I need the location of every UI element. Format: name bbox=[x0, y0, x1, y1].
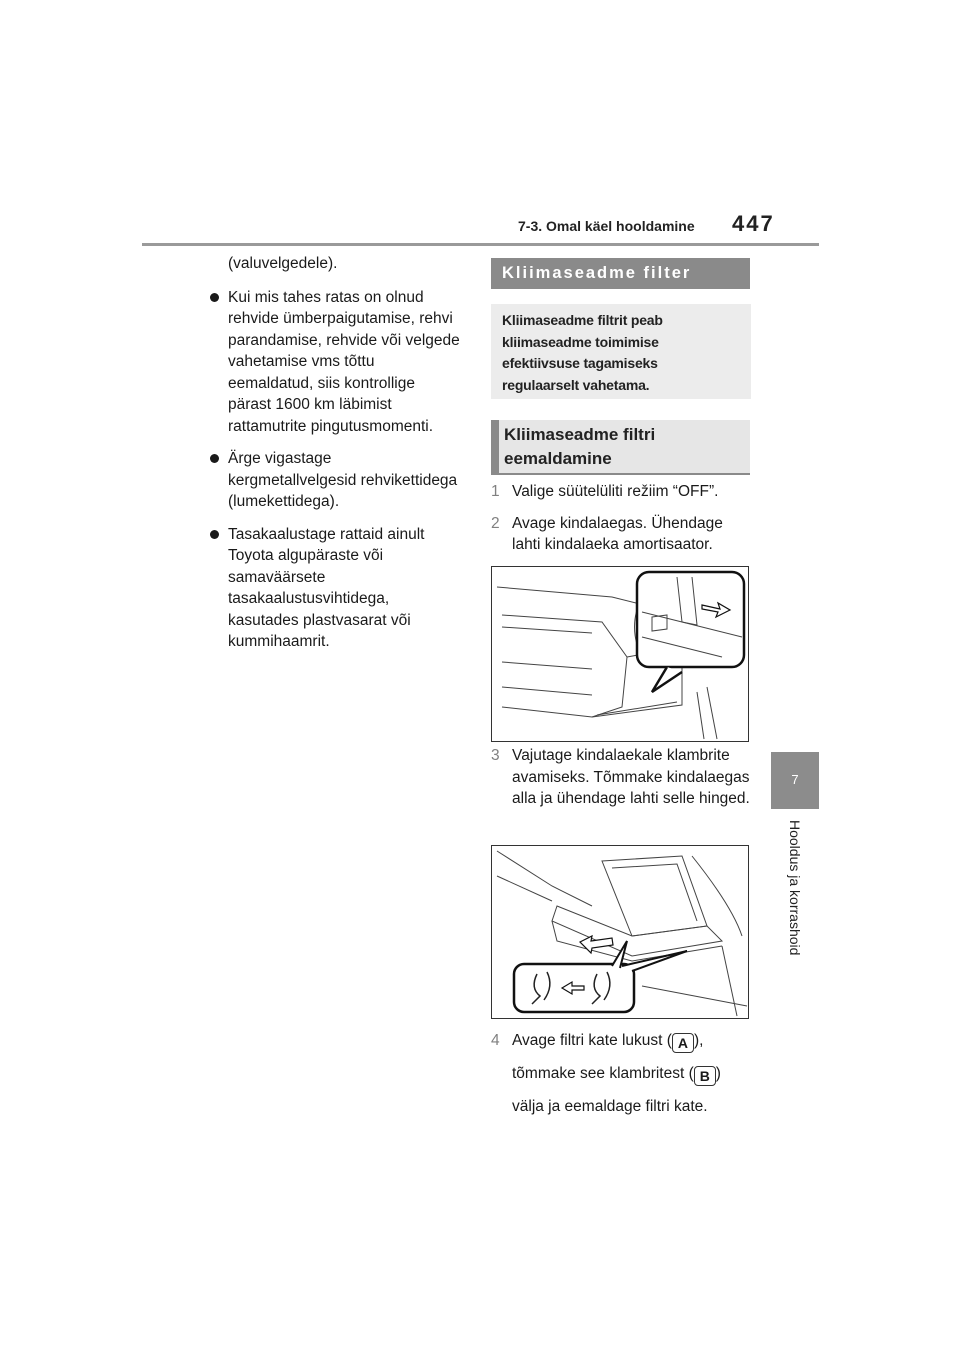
callout-b: B bbox=[694, 1066, 716, 1086]
section-title: Kliimaseadme filter bbox=[502, 264, 692, 282]
steps-group bbox=[491, 1024, 753, 1133]
step-item bbox=[491, 481, 753, 503]
step-text: Avage filtri kate lukust ( bbox=[512, 1032, 672, 1049]
bullet-dot-icon bbox=[210, 454, 219, 463]
page-number: 447 bbox=[732, 211, 775, 236]
step-text: ), bbox=[693, 1032, 704, 1049]
subsection-header bbox=[491, 420, 750, 475]
step-text: Avage kindalaegas. Ühendage lahti kindalaeka amortisaator. bbox=[512, 514, 723, 553]
bullet-item bbox=[210, 448, 462, 513]
left-column bbox=[210, 253, 462, 664]
bullet-item bbox=[210, 287, 462, 438]
step-number: 3 bbox=[491, 747, 500, 764]
chapter-label: Hooldus ja korrashoid bbox=[787, 820, 803, 956]
step-item bbox=[491, 745, 753, 810]
section-header bbox=[491, 258, 750, 289]
subsection-accent bbox=[491, 420, 499, 475]
figure-glovebox-lowered bbox=[491, 845, 749, 1019]
step-text: Vajutage kindalaekale klambrite avamiseks. Tõmmake kindalaegas alla ja ühendage lahti selle hinged. bbox=[512, 747, 750, 807]
bullet-text: Tasakaalustage rattaid ainult Toyota algupäraste või samaväärsete tasakaalustusvihtidega, kasutades plastvasarat või kummihaamrit. bbox=[228, 525, 425, 650]
figure-glovebox-damper bbox=[491, 566, 749, 742]
bullet-item bbox=[210, 524, 462, 653]
step-number: 4 bbox=[491, 1032, 500, 1049]
step-item bbox=[491, 513, 753, 556]
chapter-tab bbox=[771, 752, 819, 809]
subsection-title: Kliimaseadme filtri eemaldamine bbox=[504, 425, 656, 468]
bullet-dot-icon bbox=[210, 530, 219, 539]
chapter-number: 7 bbox=[791, 772, 799, 787]
bullet-text: Ärge vigastage kergmetallvelgesid rehvikettidega (lumekettidega). bbox=[228, 450, 458, 510]
bullet-dot-icon bbox=[210, 293, 219, 302]
step-number: 1 bbox=[491, 483, 500, 500]
step-text: tõmmake see klambritest ( bbox=[512, 1065, 694, 1082]
step-number: 2 bbox=[491, 514, 500, 532]
step-text: välja ja eemaldage filtri kate. bbox=[512, 1098, 708, 1115]
step-text: ) bbox=[715, 1065, 721, 1082]
steps-group bbox=[491, 745, 753, 820]
header-rule bbox=[142, 243, 819, 246]
continuation-text: (valuvelgedele). bbox=[228, 255, 338, 272]
bullet-text: Kui mis tahes ratas on olnud rehvide ümberpaigutamise, rehvi parandamise, rehvide või velgede vahetamise vms tõttu eemaldatud, siis kontrollige pärast 1600 km läbimist rattamutrite pingutusmomenti. bbox=[228, 288, 460, 435]
detail-callout bbox=[637, 572, 744, 667]
callout-a: A bbox=[672, 1033, 694, 1053]
header-section-title: 7-3. Omal käel hooldamine bbox=[518, 218, 695, 234]
glovebox-lowered-illustration bbox=[492, 846, 748, 1018]
intro-box bbox=[491, 304, 751, 399]
intro-text: Kliimaseadme filtrit peab kliimaseadme toimimise efektiivsuse tagamiseks regulaarselt vahetama. bbox=[502, 312, 663, 393]
step-item bbox=[491, 1024, 753, 1123]
glovebox-damper-illustration bbox=[492, 567, 748, 741]
step-text: Valige süütelüliti režiim “OFF”. bbox=[512, 483, 719, 500]
arrow-left-icon bbox=[580, 936, 613, 953]
steps-group bbox=[491, 481, 753, 566]
